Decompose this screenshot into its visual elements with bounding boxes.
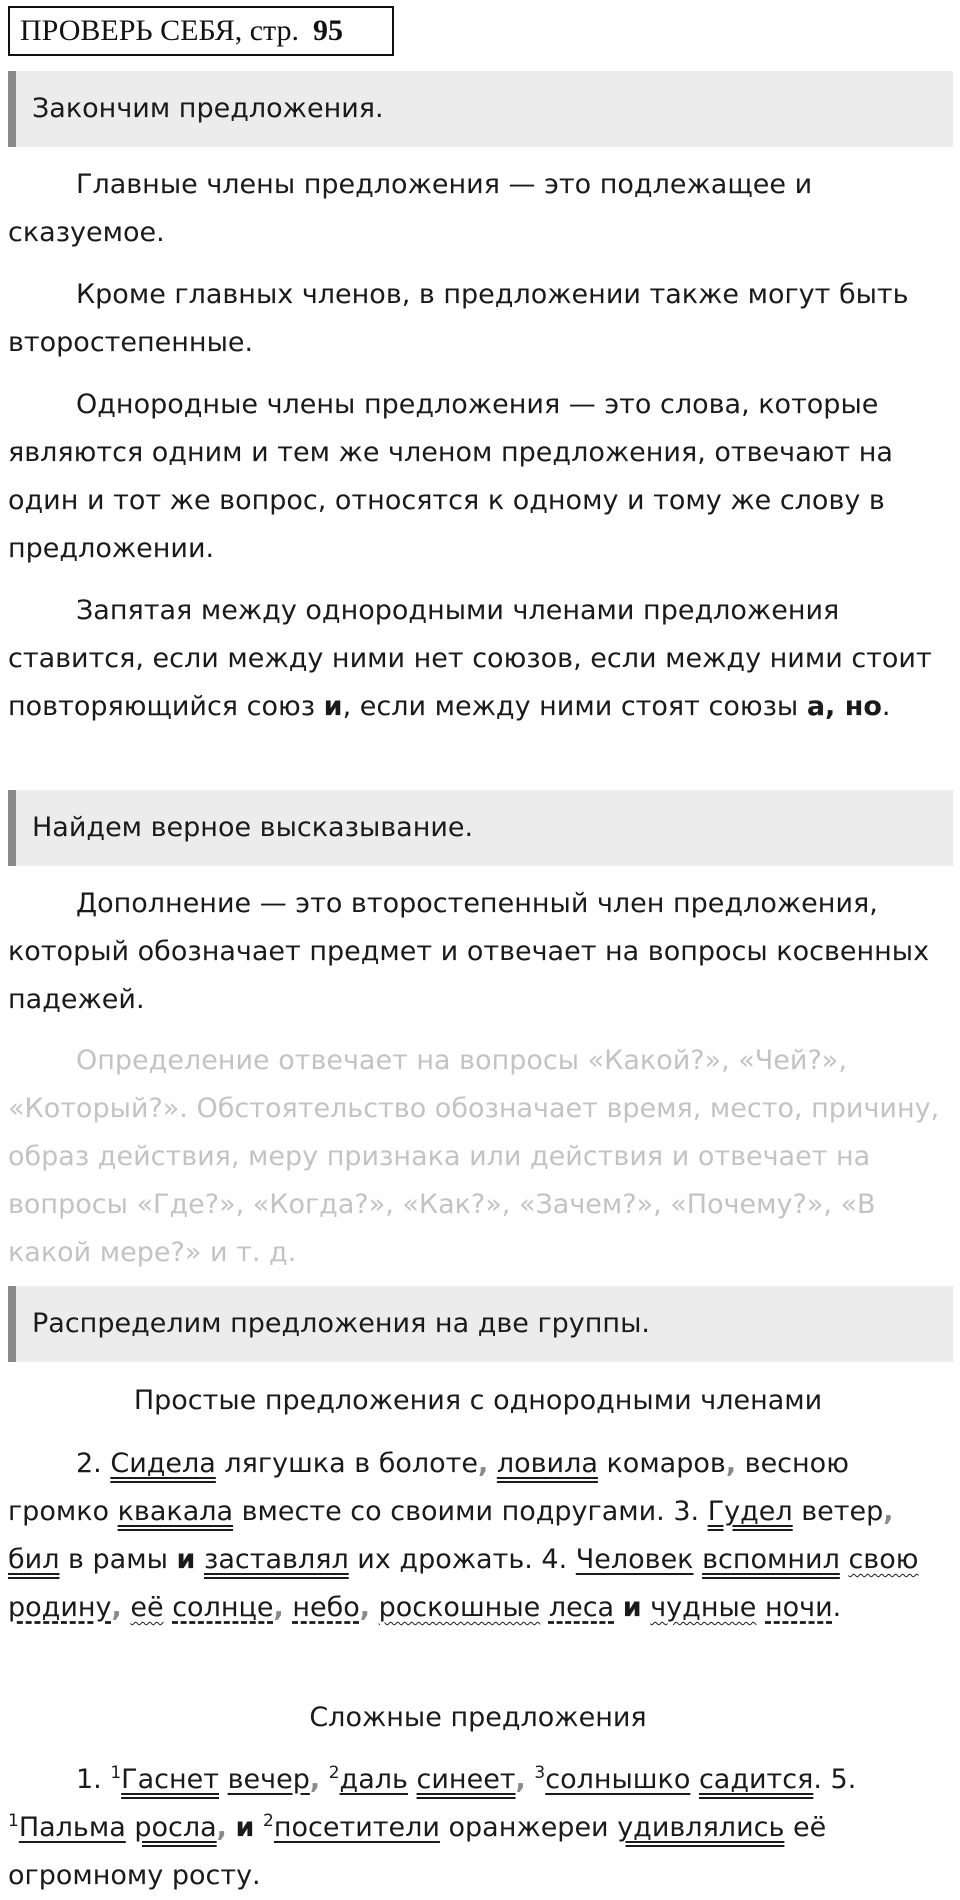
header-title: ПРОВЕРЬ СЕБЯ, стр.	[20, 14, 299, 47]
paragraph-homogeneous-members: Однородные члены предложения — это слова, которые являются одним и тем же членом предложения, отвечают на один и тот же вопрос, относятся к одному и тому же слову в предложении.	[8, 389, 893, 564]
bold-conjunction-i: и	[323, 691, 343, 722]
group-simple-sentences: 2. Сидела лягушка в болоте, ловила комаров, весною громко квакала вместе со своими подругами. 3. Гудел ветер, бил в рамы и заставлял их дрожать. 4. Человек вспомнил свою родину, её солнце, небо, роскошные леса и чудные ночи.	[8, 1448, 919, 1623]
bold-conjunctions-a-no: а, но	[806, 691, 882, 722]
group-complex-sentences: 1. $^1$Гаснет вечер, $^2$даль синеет, $^3$солнышко садится. 5. $^1$Пальма росла, и $^2$посетители оранжереи удивлялись её огромному росту.	[8, 1763, 857, 1891]
paragraph-faded-definitions: Определение отвечает на вопросы «Какой?», «Чей?», «Который?». Обстоятельство обозначает время, место, причину, образ действия, меру признака или действия и отвечает на вопросы «Где?», «Когда?», «Как?», «Зачем?», «Почему?», «В какой мере?» и т. д.	[8, 1045, 940, 1268]
paragraph-secondary-members: Кроме главных членов, в предложении также могут быть второстепенные.	[8, 279, 909, 358]
page-header	[8, 6, 394, 56]
section-heading-3: Распределим предложения на две группы.	[8, 1286, 953, 1362]
group-title-simple: Простые предложения с однородными членами	[133, 1385, 823, 1416]
paragraph-main-members: Главные члены предложения — это подлежащее и сказуемое.	[8, 169, 813, 248]
section-heading-2: Найдем верное высказывание.	[8, 790, 953, 866]
section-heading-1: Закончим предложения.	[8, 71, 953, 147]
paragraph-comma-rule: Запятая между однородными членами предложения ставится, если между ними нет союзов, если между ними стоит повторяющийся союз и, если между ними стоят союзы а, но.	[8, 595, 932, 722]
page-number: 95	[313, 14, 343, 47]
paragraph-object-definition: Дополнение — это второстепенный член предложения, который обозначает предмет и отвечает на вопросы косвенных падежей.	[8, 888, 930, 1015]
group-title-complex: Сложные предложения	[309, 1702, 647, 1733]
